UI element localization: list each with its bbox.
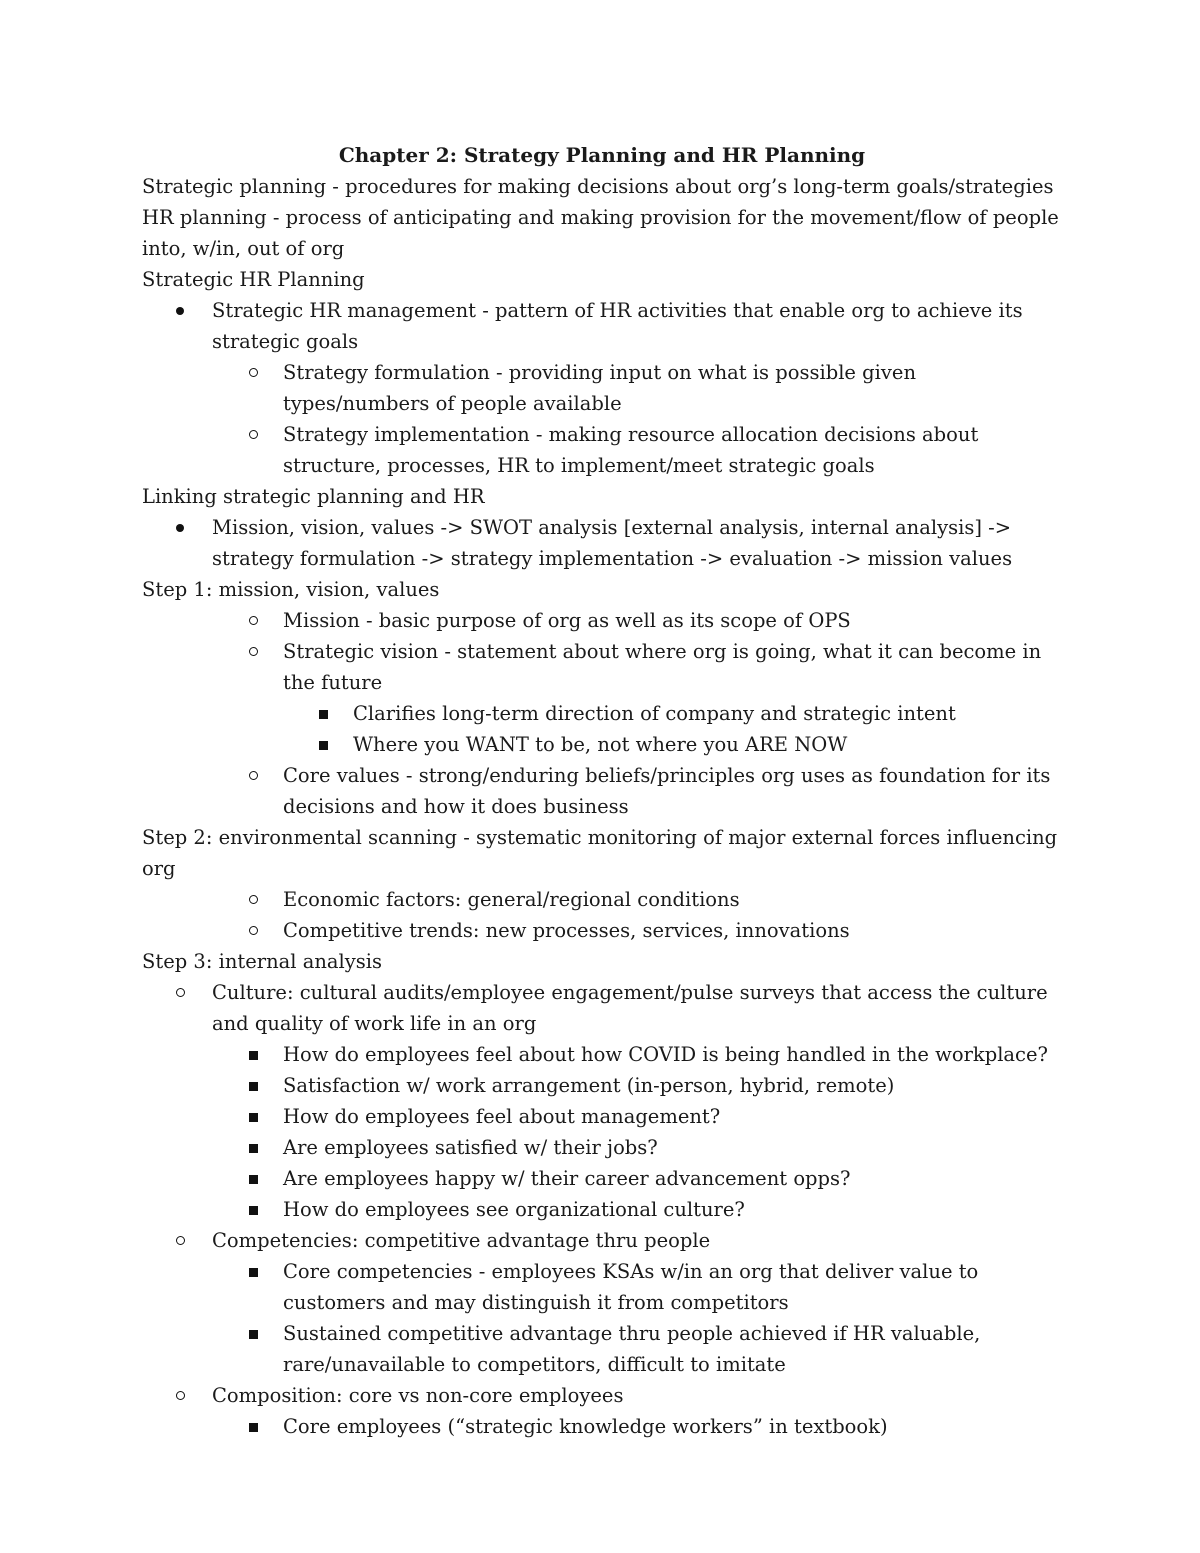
line-text: Composition: core vs non-core employees [212,1384,624,1407]
line-text: Linking strategic planning and HR [142,485,485,508]
line-text: Core competencies - employees KSAs w/in an org that deliver value to customers and may distinguish it from competitors [283,1260,979,1314]
line-text: Core employees (“strategic knowledge workers” in textbook) [283,1415,888,1438]
section-line [142,202,1062,264]
list-item [142,605,1062,636]
line-text: Core values - strong/enduring beliefs/principles org uses as foundation for its decisions and how it does business [283,764,1051,818]
list-item [142,512,1062,574]
circle-bullet-icon [245,915,265,946]
disc-bullet-icon [172,512,192,543]
list-item [142,1411,1062,1442]
line-text: How do employees feel about management? [283,1105,721,1128]
list-item [142,1070,1062,1101]
square-bullet-icon [245,1039,265,1070]
section-line [142,171,1062,202]
line-text: Competitive trends: new processes, services, innovations [283,919,850,942]
list-item [142,1194,1062,1225]
list-item [142,357,1062,419]
list-item [142,729,1062,760]
section-line [142,481,1062,512]
line-text: Step 1: mission, vision, values [142,578,440,601]
line-text: Economic factors: general/regional conditions [283,888,740,911]
section-line [142,574,1062,605]
circle-bullet-icon [172,1380,192,1411]
list-item [142,977,1062,1039]
list-item [142,1256,1062,1318]
square-bullet-icon [245,1411,265,1442]
document-body [142,171,1062,1442]
line-text: Mission - basic purpose of org as well as its scope of OPS [283,609,851,632]
section-line [142,822,1062,884]
square-bullet-icon [245,1070,265,1101]
line-text: Satisfaction w/ work arrangement (in-person, hybrid, remote) [283,1074,895,1097]
square-bullet-icon [245,1256,265,1287]
circle-bullet-icon [245,884,265,915]
list-item [142,1380,1062,1411]
line-text: Strategy formulation - providing input on what is possible given types/numbers of people available [283,361,917,415]
circle-bullet-icon [172,1225,192,1256]
line-text: Strategic HR management - pattern of HR activities that enable org to achieve its strategic goals [212,299,1023,353]
line-text: Are employees satisfied w/ their jobs? [283,1136,658,1159]
square-bullet-icon [315,729,335,760]
line-text: Competencies: competitive advantage thru people [212,1229,711,1252]
list-item [142,698,1062,729]
line-text: Are employees happy w/ their career advancement opps? [283,1167,851,1190]
line-text: Strategic vision - statement about where org is going, what it can become in the future [283,640,1042,694]
square-bullet-icon [245,1318,265,1349]
circle-bullet-icon [245,357,265,388]
square-bullet-icon [245,1132,265,1163]
circle-bullet-icon [172,977,192,1008]
line-text: How do employees see organizational culture? [283,1198,745,1221]
square-bullet-icon [315,698,335,729]
square-bullet-icon [245,1163,265,1194]
circle-bullet-icon [245,760,265,791]
list-item [142,884,1062,915]
section-line [142,946,1062,977]
list-item [142,1163,1062,1194]
line-text: Strategy implementation - making resource allocation decisions about structure, processes, HR to implement/meet strategic goals [283,423,979,477]
line-text: Clarifies long-term direction of company and strategic intent [353,702,956,725]
circle-bullet-icon [245,636,265,667]
list-item [142,1039,1062,1070]
list-item [142,636,1062,698]
list-item [142,1132,1062,1163]
section-line [142,264,1062,295]
line-text: Where you WANT to be, not where you ARE NOW [353,733,848,756]
line-text: Sustained competitive advantage thru people achieved if HR valuable, rare/unavailable to competitors, difficult to imitate [283,1322,981,1376]
line-text: Mission, vision, values -> SWOT analysis [external analysis, internal analysis] -> strategy formulation -> strategy implementation -> evaluation -> mission values [212,516,1013,570]
circle-bullet-icon [245,419,265,450]
document-title: Chapter 2: Strategy Planning and HR Planning [338,143,866,167]
line-text: Step 2: environmental scanning - systematic monitoring of major external forces influencing org [142,826,1058,880]
line-text: How do employees feel about how COVID is being handled in the workplace? [283,1043,1048,1066]
list-item [142,915,1062,946]
document-page [142,140,1062,1442]
line-text: Strategic HR Planning [142,268,365,291]
line-text: Step 3: internal analysis [142,950,383,973]
circle-bullet-icon [245,605,265,636]
list-item [142,1101,1062,1132]
square-bullet-icon [245,1101,265,1132]
line-text: Strategic planning - procedures for making decisions about org’s long-term goals/strategies [142,175,1054,198]
list-item [142,1318,1062,1380]
list-item [142,419,1062,481]
list-item [142,760,1062,822]
line-text: Culture: cultural audits/employee engagement/pulse surveys that access the culture and quality of work life in an org [212,981,1048,1035]
square-bullet-icon [245,1194,265,1225]
list-item [142,1225,1062,1256]
line-text: HR planning - process of anticipating and making provision for the movement/flow of people into, w/in, out of org [142,206,1059,260]
list-item [142,295,1062,357]
disc-bullet-icon [172,295,192,326]
